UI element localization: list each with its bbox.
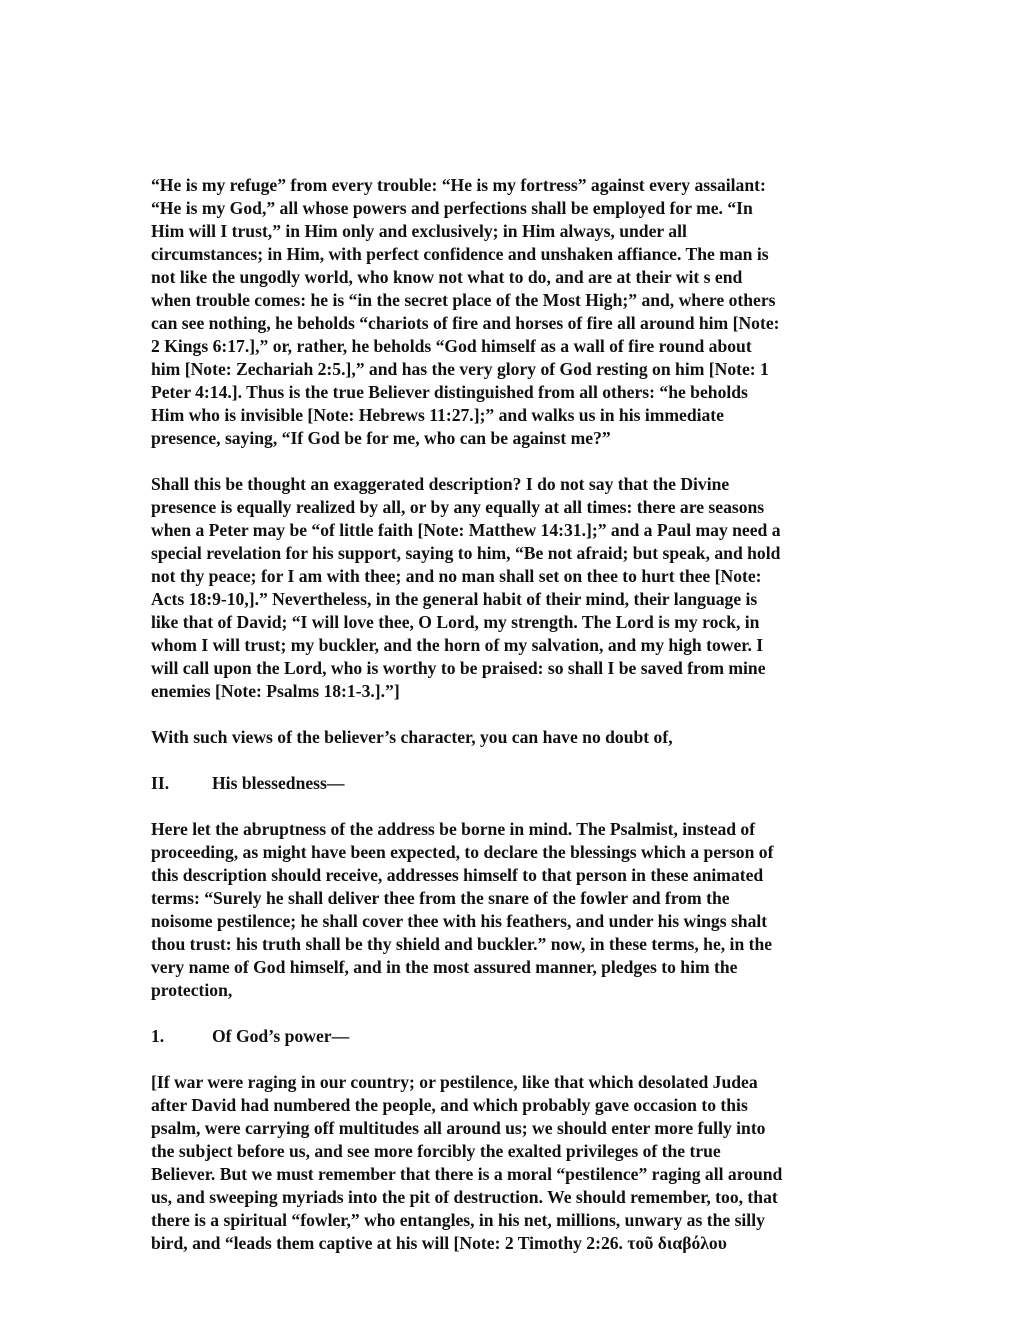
text-line: protection, [151,980,233,1000]
text-line: Shall this be thought an exaggerated description? I do not say that the Divine [151,474,730,494]
text-line: us, and sweeping myriads into the pit of destruction. We should remember, too, that [151,1187,778,1207]
text-line: this description should receive, addresses himself to that person in these animated [151,865,764,885]
text-line: circumstances; in Him, with perfect confidence and unshaken affiance. The man is [151,244,769,264]
text-line: 2 Kings 6:17.],” or, rather, he beholds “God himself as a wall of fire round about [151,336,752,356]
paragraph-abruptness [151,818,877,1002]
section-number: 1. [151,1026,165,1046]
section-heading-gods-power [151,1025,877,1048]
text-line: the subject before us, and see more forcibly the exalted privileges of the true [151,1141,721,1161]
text-line: will call upon the Lord, who is worthy to be praised: so shall I be saved from mine [151,658,766,678]
text-line: Peter 4:14.]. Thus is the true Believer distinguished from all others: “he beholds [151,382,748,402]
text-line: special revelation for his support, saying to him, “Be not afraid; but speak, and hold [151,543,781,563]
text-line: presence, saying, “If God be for me, who can be against me?” [151,428,611,448]
document-body [151,174,877,1278]
paragraph-refuge [151,174,877,450]
text-line: whom I will trust; my buckler, and the horn of my salvation, and my high tower. I [151,635,764,655]
text-line: not thy peace; for I am with thee; and no man shall set on thee to hurt thee [Note: [151,566,762,586]
section-title: Of God’s power— [212,1026,350,1046]
text-line: [If war were raging in our country; or pestilence, like that which desolated Judea [151,1072,758,1092]
text-line: there is a spiritual “fowler,” who entangles, in his net, millions, unwary as the silly [151,1210,765,1230]
text-line: proceeding, as might have been expected, to declare the blessings which a person of [151,842,774,862]
text-line: Believer. But we must remember that there is a moral “pestilence” raging all around [151,1164,783,1184]
section-title: His blessedness— [212,773,345,793]
paragraph-exaggerated-description [151,473,877,703]
text-line: noisome pestilence; he shall cover thee with his feathers, and under his wings shalt [151,911,768,931]
text-line: terms: “Surely he shall deliver thee from the snare of the fowler and from the [151,888,730,908]
text-line: psalm, were carrying off multitudes all around us; we should enter more fully into [151,1118,766,1138]
text-line: can see nothing, he beholds “chariots of fire and horses of fire all around him [Note: [151,313,780,333]
text-line: enemies [Note: Psalms 18:1-3.].”] [151,681,400,701]
text-line: Him will I trust,” in Him only and exclusively; in Him always, under all [151,221,687,241]
text-line: Acts 18:9-10,].” Nevertheless, in the general habit of their mind, their language is [151,589,758,609]
text-line: bird, and “leads them captive at his will [Note: 2 Timothy 2:26. τοῦ διαβόλου [151,1233,727,1253]
text-line: Him who is invisible [Note: Hebrews 11:27.];” and walks us in his immediate [151,405,724,425]
text-line: “He is my God,” all whose powers and perfections shall be employed for me. “In [151,198,753,218]
text-line: presence is equally realized by all, or by any equally at all times: there are seasons [151,497,765,517]
text-line: thou trust: his truth shall be thy shield and buckler.” now, in these terms, he, in the [151,934,773,954]
paragraph-war-pestilence [151,1071,877,1255]
paragraph-believers-character [151,726,877,749]
text-line: With such views of the believer’s character, you can have no doubt of, [151,727,673,747]
text-line: like that of David; “I will love thee, O Lord, my strength. The Lord is my rock, in [151,612,760,632]
section-heading-blessedness [151,772,877,795]
text-line: when a Peter may be “of little faith [Note: Matthew 14:31.];” and a Paul may need a [151,520,781,540]
text-line: not like the ungodly world, who know not what to do, and are at their wit s end [151,267,743,287]
text-line: “He is my refuge” from every trouble: “He is my fortress” against every assailant: [151,175,766,195]
text-line: very name of God himself, and in the most assured manner, pledges to him the [151,957,738,977]
section-number: II. [151,773,170,793]
text-line: after David had numbered the people, and which probably gave occasion to this [151,1095,748,1115]
text-line: him [Note: Zechariah 2:5.],” and has the very glory of God resting on him [Note: 1 [151,359,769,379]
text-line: Here let the abruptness of the address be borne in mind. The Psalmist, instead of [151,819,756,839]
text-line: when trouble comes: he is “in the secret place of the Most High;” and, where others [151,290,776,310]
